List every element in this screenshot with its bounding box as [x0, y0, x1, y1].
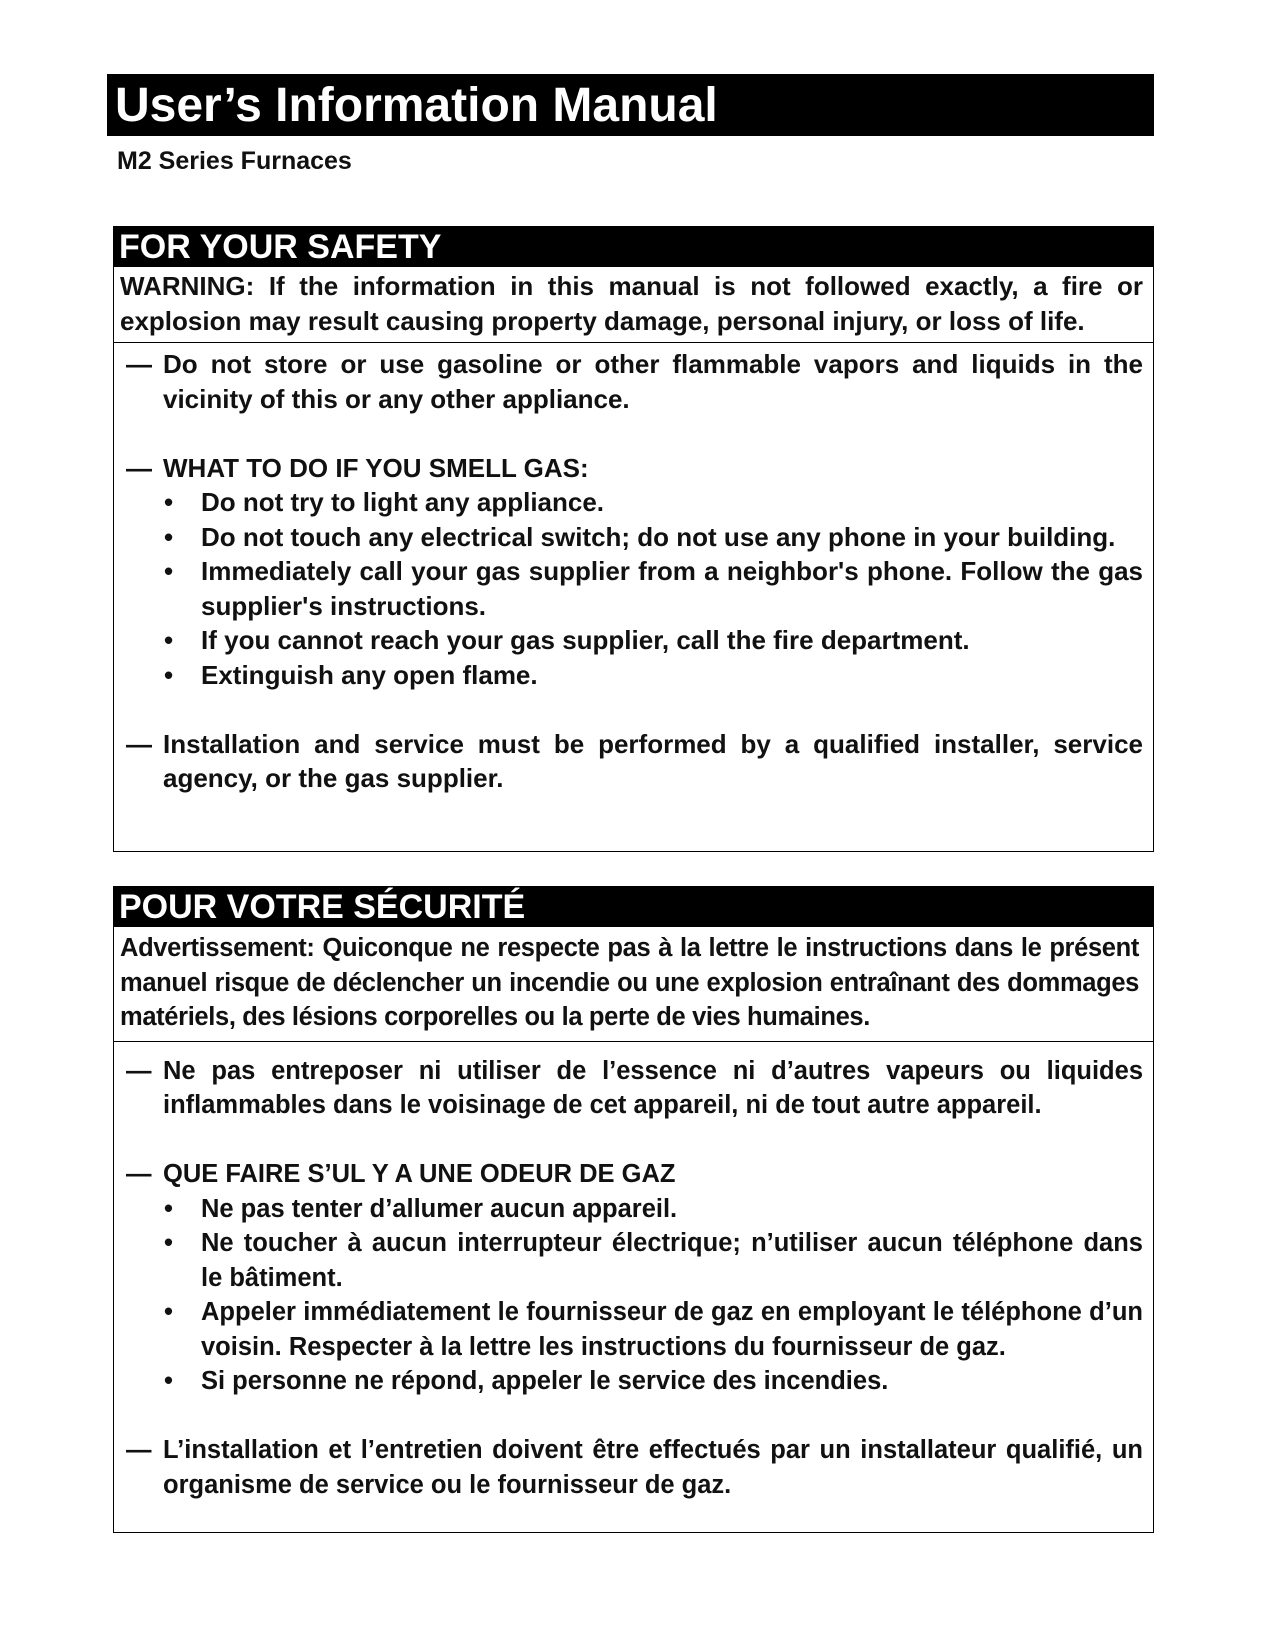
instruction-item: [126, 727, 1143, 796]
smell-gas-heading: WHAT TO DO IF YOU SMELL GAS:: [163, 452, 589, 483]
instruction-text: Ne pas entreposer ni utiliser de l’essence ni d’autres vapeurs ou liquides inflammables dans le voisinage de cet appareil, ni de tout autre appareil.: [163, 1056, 1143, 1119]
smell-gas-heading: QUE FAIRE S’UL Y A UNE ODEUR DE GAZ: [163, 1160, 676, 1188]
list-item-text: Immediately call your gas supplier from a neighbor's phone. Follow the gas supplier's instructions.: [201, 556, 1143, 621]
list-item-text: Si personne ne répond, appeler le service des incendies.: [201, 1367, 889, 1395]
list-item-text: Do not try to light any appliance.: [201, 487, 605, 517]
list-item: [126, 1226, 1143, 1295]
dash-marker: —: [126, 728, 152, 759]
list-item: [126, 1364, 1143, 1399]
list-item-text: If you cannot reach your gas supplier, call the fire department.: [201, 625, 970, 655]
list-item: [126, 485, 1143, 520]
dash-marker: —: [126, 1436, 152, 1464]
instruction-item: [126, 1433, 1143, 1502]
list-item: [126, 623, 1143, 658]
dash-marker: —: [126, 1056, 152, 1085]
dash-marker: —: [126, 452, 152, 483]
safety-content-french: [114, 1042, 1153, 1503]
manual-subtitle: M2 Series Furnaces: [117, 147, 352, 175]
dash-marker: —: [126, 1160, 152, 1188]
bullet-marker: •: [164, 625, 174, 655]
list-item-text: Extinguish any open flame.: [201, 659, 538, 690]
safety-box-french: [113, 886, 1154, 1533]
instruction-text: Do not store or use gasoline or other flammable vapors and liquids in the vicinity of this or any other appliance.: [163, 349, 1143, 414]
list-item-text: Ne pas tenter d’allumer aucun appareil.: [201, 1194, 678, 1223]
bullet-marker: •: [164, 1194, 173, 1223]
gas-smell-steps: [126, 485, 1143, 692]
list-item: [126, 1192, 1143, 1227]
warning-text-english: WARNING: If the information in this manual is not followed exactly, a fire or explosion may result causing property damage, personal injury, or loss of life.: [114, 267, 1153, 343]
warning-text-french: Advertissement: Quiconque ne respecte pas à la lettre le instructions dans le présent manuel risque de déclencher un incendie ou une explosion entraînant des dommages matériels, des lésions corporelles ou la perte de vies humaines.: [114, 927, 1153, 1042]
instruction-item: [126, 1157, 1143, 1192]
manual-title: User’s Information Manual: [107, 74, 1154, 136]
safety-content-english: [114, 343, 1153, 796]
safety-heading-english: FOR YOUR SAFETY: [114, 227, 1153, 267]
bullet-marker: •: [164, 1298, 173, 1326]
bullet-marker: •: [164, 521, 174, 552]
list-item: [126, 658, 1143, 693]
dash-marker: —: [126, 349, 152, 379]
list-item-text: Ne toucher à aucun interrupteur électrique; n’utiliser aucun téléphone dans le bâtiment.: [201, 1229, 1143, 1292]
bullet-marker: •: [164, 556, 174, 586]
bullet-marker: •: [164, 1367, 173, 1395]
list-item: [126, 520, 1143, 555]
instruction-item: [126, 1054, 1143, 1123]
bullet-marker: •: [164, 487, 174, 517]
gas-smell-steps: [126, 1192, 1143, 1399]
instruction-text: L’installation et l’entretien doivent être effectués par un installateur qualifié, un organisme de service ou le fournisseur de gaz.: [163, 1436, 1143, 1499]
list-item: [126, 554, 1143, 623]
instruction-item: [126, 347, 1143, 416]
bullet-marker: •: [164, 659, 174, 690]
bullet-marker: •: [164, 1229, 173, 1257]
instruction-item: [126, 451, 1143, 486]
list-item: [126, 1295, 1143, 1364]
safety-heading-french: POUR VOTRE SÉCURITÉ: [114, 887, 1153, 927]
instruction-text: Installation and service must be performed by a qualified installer, service agency, or the gas supplier.: [163, 728, 1143, 793]
safety-box-english: [113, 226, 1154, 852]
list-item-text: Do not touch any electrical switch; do not use any phone in your building.: [201, 521, 1116, 552]
list-item-text: Appeler immédiatement le fournisseur de gaz en employant le téléphone d’un voisin. Respecter à la lettre les instructions du fournisseur de gaz.: [201, 1298, 1143, 1361]
